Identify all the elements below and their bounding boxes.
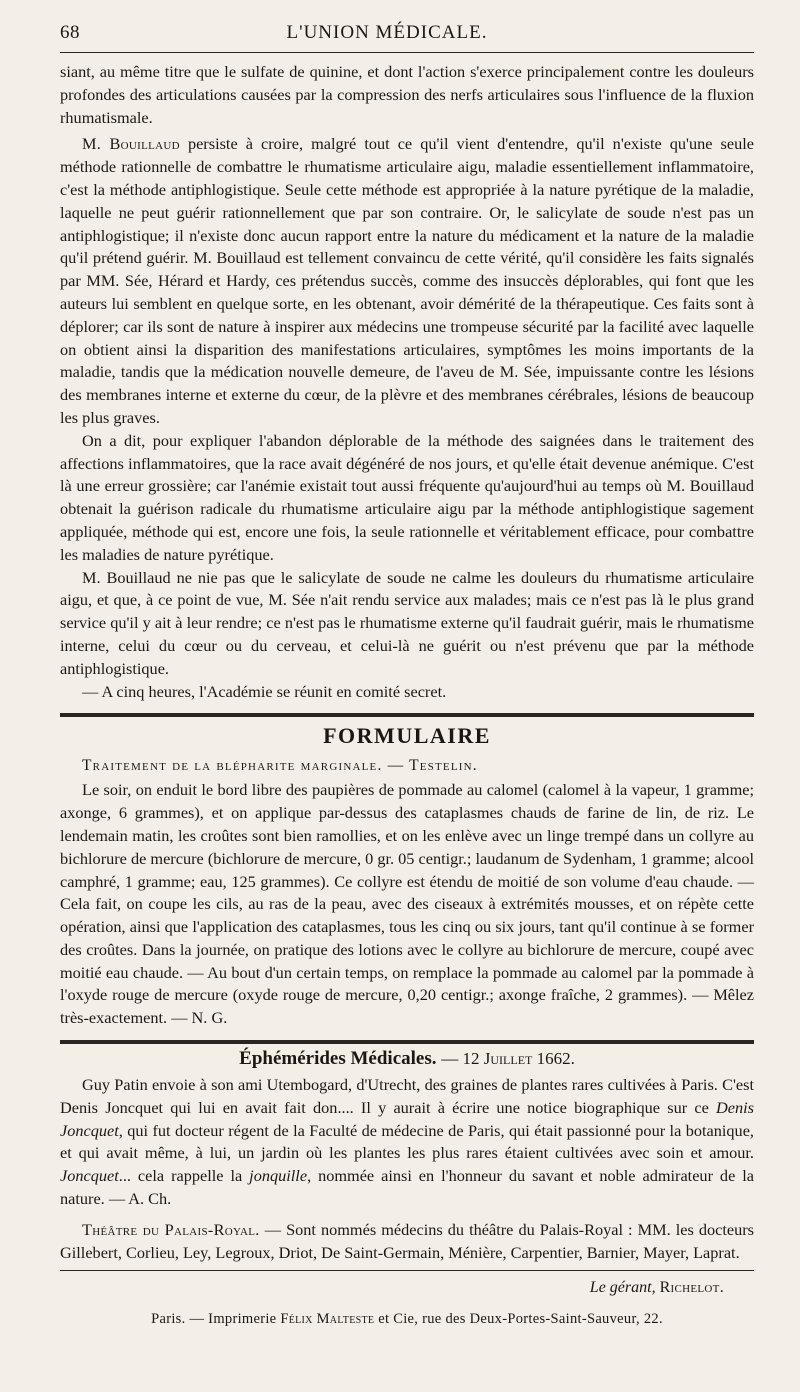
- paragraph-2: [60, 133, 754, 429]
- imprint-text-a: Paris. — Imprimerie: [151, 1311, 281, 1328]
- formulaire-subtitle: Traitement de la blépharite marginale. — Testelin.: [82, 757, 478, 775]
- eph-text-b: , qui fut docteur régent de la Faculté de médecine de Paris, qui était passionné pour la botanique, et qui avait même, à lui, un jardin où les plantes les plus rares étaient cultivées avec soin et amour.: [60, 1120, 754, 1163]
- theatre-text: — Sont nommés médecins du théâtre du Palais-Royal : MM. les docteurs Gillebert, Corlieu, Ley, Legroux, Driot, De Saint-Germain, Ménière, Carpentier, Barnier, Mayer, Laprat.: [60, 1219, 755, 1262]
- paragraph-1: siant, au même titre que le sulfate de quinine, et dont l'action s'exerce principalement contre les douleurs profondes des articulations causées par la compression des nerfs articulaires sous l'influence de la fluxion rhumatismale.: [60, 62, 754, 127]
- paragraph-5: — A cinq heures, l'Académie se réunit en comité secret.: [82, 681, 447, 701]
- ephemerides-date: — 12 Juillet 1662.: [441, 1049, 575, 1069]
- footer-rule: [60, 1270, 754, 1271]
- formulaire-top-rule: [60, 713, 754, 717]
- paragraph-2-text: persiste à croire, malgré tout ce qu'il vient d'entendre, qu'il n'existe qu'une seule méthode rationnelle de combattre le rhumatisme articulaire aigu, maladie essentiellement inflammatoire, c'est la méthode antiphlogistique. Seule cette méthode est appropriée à la nature pyrétique de la maladie, laquelle ne peut guérir rationnellement que par son contraire. Or, le salicylate de soude n'est pas un antiphlogistique; il n'existe donc aucun rapport entre la nature du médicament et la nature de la maladie qu'il prétend guérir. M. Bouillaud est tellement convaincu de cette vérité, qu'il considère les faits signalés par MM. Sée, Hérard et Hardy, ces prétendus succès, comme des insuccès déplorables, qui font que les auteurs lui semblent en quelque sorte, en les obtenant, avoir démérité de la thérapeutique. Ces faits sont à déplorer; car ils sont de nature à inspirer aux médecins une trompeuse sécurité par la facilité avec laquelle on obtient ainsi la disparition des manifestations articulaires, symptômes les moins importants de la maladie, tandis que la médication nouvelle demeure, de l'aveu de M. Sée, impuissante contre les lésions des membranes interne et externe du cœur, de la plèvre et des membranes cérébrales, lésions de beaucoup les plus graves.: [60, 134, 754, 427]
- gerant-signature: [60, 1279, 754, 1297]
- ephemerides-title: Éphémérides Médicales.: [239, 1048, 437, 1070]
- eph-text-a: Guy Patin envoie à son ami Utembogard, d'Utrecht, des graines de plantes rares cultivées à Paris. C'est Denis Joncquet qui lui en avait fait don.... Il y aurait à écrire une notice biographique sur ce: [60, 1075, 754, 1117]
- header-rule: [60, 52, 754, 53]
- imprint-name: Félix Malteste: [280, 1311, 375, 1328]
- paragraph-4: M. Bouillaud ne nie pas que le salicylate de soude ne calme les douleurs du rhumatisme articulaire aigu, et que, à ce point de vue, M. Sée n'ait rendu service aux malades; mais ce n'est pas là le plus grand service qu'il y ait à leur rendre; ce n'est pas le rhumatisme externe qu'il faudrait guérir, mais le rhumatisme interne, celui du cœur ou du cerveau, et celui-là ne guérit ou n'est prévenu que par la méthode antiphlogistique.: [60, 567, 754, 678]
- ephemerides-heading: [60, 1048, 754, 1070]
- eph-text-c: ... cela rappelle la: [118, 1166, 250, 1186]
- bouillaud-name: M. Bouillaud: [82, 134, 180, 154]
- formulaire-body: Le soir, on enduit le bord libre des paupières de pommade au calomel (calomel à la vapeur, 1 gramme; axonge, 6 grammes), et on applique par-dessus des cataplasmes chauds de farine de lin, de riz. Le lendemain matin, les croûtes sont bien ramollies, et on les enlève avec un linge trempé dans un collyre au bichlorure de mercure (bichlorure de mercure, 0 gr. 05 centigr.; laudanum de Sydenham, 1 gramme; alcool camphré, 1 gramme; eau, 125 grammes). Ce collyre est étendu de moitié de son volume d'eau chaude. — Cela fait, on coupe les cils, au ras de la peau, avec des ciseaux à extrémités mousses, et on répète cette opération, ainsi que l'application des cataplasmes, tous les cinq ou six jours, tant qu'il continue à se former des croûtes. Dans la journée, on pratique des lotions avec le collyre au bichlorure de mercure, coupé avec moitié eau chaude. — Au bout d'un certain temps, on remplace la pommade au calomel par la pommade à l'oxyde rouge de mercure (oxyde rouge de mercure, 0,20 centigr.; axonge fraîche, 2 grammes). — Mêlez très-exactement. — N. G.: [60, 780, 754, 1028]
- printer-imprint: [60, 1311, 754, 1328]
- imprint-text-b: et Cie, rue des Deux-Portes-Saint-Sauveur, 22.: [374, 1311, 663, 1328]
- eph-name-joncquet: Joncquet: [60, 1166, 119, 1186]
- academy-report: [60, 61, 754, 703]
- gerant-label: Le gérant,: [589, 1279, 656, 1297]
- gerant-name: Richelot.: [659, 1279, 724, 1297]
- theatre-label: Théâtre du Palais-Royal.: [82, 1219, 260, 1239]
- eph-text-d: , nommée ainsi en l'honneur du savant et noble admirateur de la nature. — A. Ch.: [60, 1166, 755, 1209]
- newspaper-page: [60, 22, 754, 1328]
- eph-jonquille: jonquille: [249, 1166, 308, 1186]
- ephemerides-body: [60, 1074, 754, 1211]
- paragraph-3: On a dit, pour expliquer l'abandon déplorable de la méthode des saignées dans le traitement des affections inflammatoires, que la race avait dégénéré de nos jours, et qu'elle était devenue anémique. C'est là une erreur grossière; car l'anémie existait tout aussi fréquente qu'aujourd'hui au temps où M. Bouillaud obtenait la guérison radicale du rhumatisme articulaire aigu par la méthode antiphlogistique sagement appliquée, méthode qui est, encore une fois, la seule rationnelle et véritablement efficace, pour combattre les maladies de nature pyrétique.: [60, 430, 754, 564]
- journal-title: L'UNION MÉDICALE.: [286, 22, 488, 43]
- theatre-notice: [60, 1219, 754, 1265]
- page-header: [60, 22, 754, 52]
- formulaire-title: FORMULAIRE: [323, 723, 491, 749]
- eph-name-denis: Denis Joncquet: [60, 1097, 754, 1140]
- page-number: 68: [60, 22, 80, 43]
- ephemerides-top-rule: [60, 1040, 754, 1044]
